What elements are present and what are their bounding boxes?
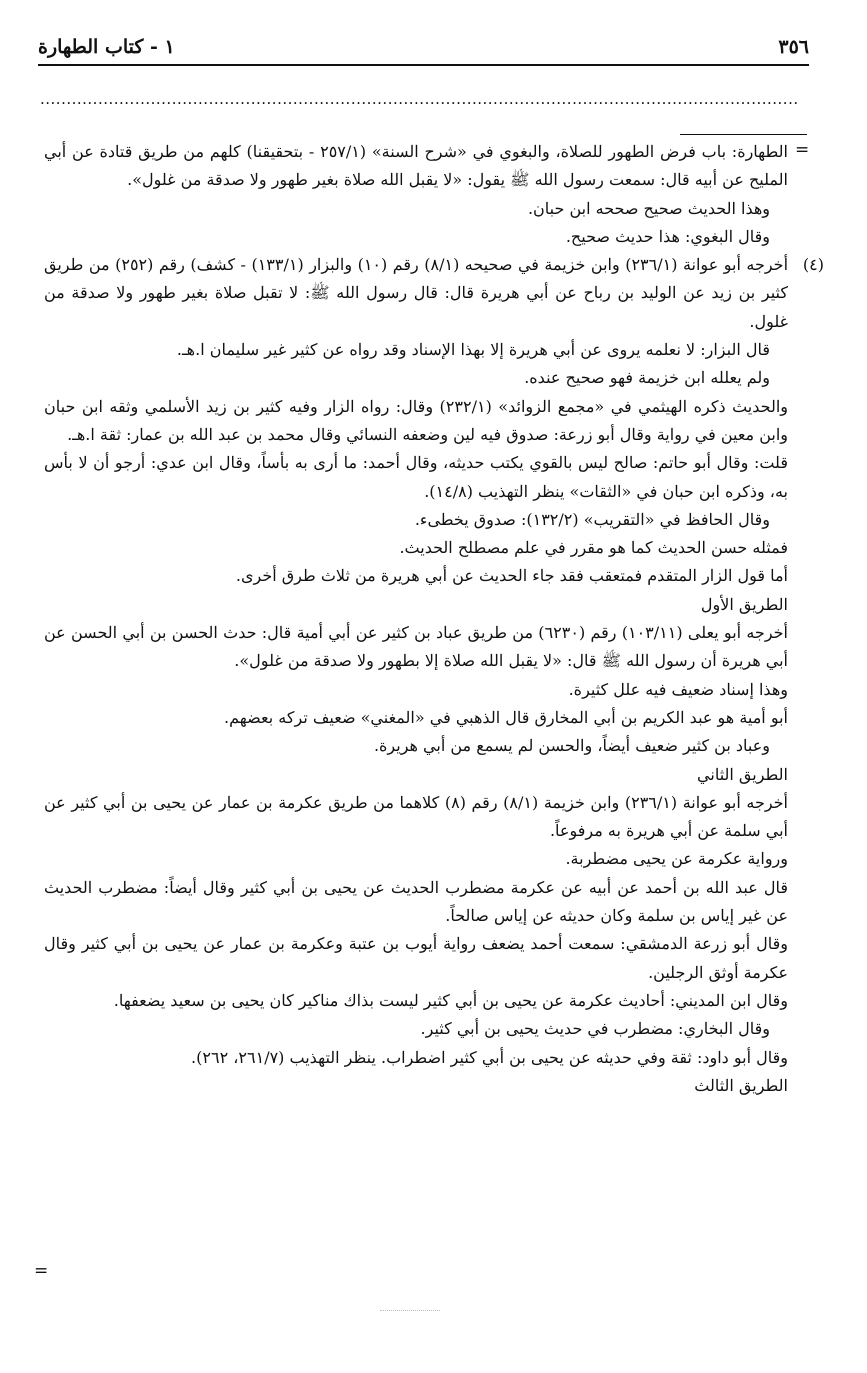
section-heading: الطريق الثاني <box>697 764 788 784</box>
faint-mark <box>380 1310 440 1311</box>
paragraph: ولم يعلله ابن خزيمة فهو صحيح عنده. <box>524 368 770 388</box>
paragraph: أخرجه أبو عوانة (٢٣٦/١) وابن خزيمة في صحيحه (٨/١) رقم (١٠) والبزار (١٣٣/١) - كشف) رقم (٢٥٢) من طريق كثير بن زيد عن الوليد بن رباح عن أبي هريرة قال: قال رسول الله ﷺ: لا تقبل صلاة بغير طهور ولا صدقة من غلول. <box>44 255 789 331</box>
paragraph: والحديث ذكره الهيثمي في «مجمع الزوائد» (٢٣٢/١) وقال: رواه الزار وفيه كثير بن زيد الأسلمي وثقه ابن حبان وابن معين في رواية وقال أبو زرعة: صدوق فيه لين وضعفه النسائي وقال محمد بن عبد الله بن عمار: ثقة ا.هـ. <box>44 396 789 444</box>
paragraph: قال عبد الله بن أحمد عن أبيه عن عكرمة مضطرب الحديث عن يحيى بن أبي كثير وقال أيضاً: مضطرب الحديث عن غير إياس بن سلمة وكان حديثه عن إياس صالحاً. <box>44 877 788 926</box>
paragraph: وعباد بن كثير ضعيف أيضاً، والحسن لم يسمع من أبي هريرة. <box>373 736 770 756</box>
paragraph: قلت: وقال أبو حاتم: صالح ليس بالقوي يكتب حديثه، وقال أحمد: ما أرى به بأساً، وقال ابن عدي: أرجو أن لا بأس به، وذكره ابن حبان في «الثقات» ينظر التهذيب (١٤/٨). <box>44 453 788 501</box>
paragraph: وقال البغوي: هذا حديث صحيح. <box>565 226 770 246</box>
footnote-body <box>44 138 824 1100</box>
paragraph: الطهارة: باب فرض الطهور للصلاة، والبغوي في «شرح السنة» (٢٥٧/١ - بتحقيقنا) كلهم من طريق قتادة عن أبي المليح عن أبيه قال: سمعت رسول الله ﷺ يقول: «لا يقبل الله صلاة بغير طهور ولا صدقة من غلول». <box>44 142 788 190</box>
paragraph: وقال أبو داود: ثقة وفي حديثه عن يحيى بن أبي كثير اضطراب. ينظر التهذيب (٢٦١/٧، ٢٦٢). <box>191 1047 788 1067</box>
section-heading: الطريق الثالث <box>694 1075 788 1095</box>
footnote-item-4 <box>44 251 824 336</box>
paragraph: أخرجه أبو يعلى (١٠٣/١١) رقم (٦٢٣٠) من طريق عباد بن كثير عن أبي أمية قال: حدث الحسن بن أبي الحسن عن أبي هريرة أن رسول الله ﷺ قال: «لا يقبل الله صلاة إلا بطهور ولا صدقة من غلول». <box>44 623 788 671</box>
paragraph: فمثله حسن الحديث كما هو مقرر في علم مصطلح الحديث. <box>399 538 788 558</box>
paragraph: أما قول الزار المتقدم فمتعقب فقد جاء الحديث عن أبي هريرة من ثلاث طرق أخرى. <box>235 566 788 586</box>
page-header <box>38 30 809 66</box>
continuation-mark-bottom: = <box>34 1261 49 1281</box>
paragraph: أبو أمية هو عبد الكريم بن أبي المخارق قال الذهبي في «المغني» ضعيف تركه بعضهم. <box>224 707 788 727</box>
dotted-separator: ................................................................................................................................................ <box>40 90 799 108</box>
footnote-rule <box>680 134 807 135</box>
paragraph: أخرجه أبو عوانة (٢٣٦/١) وابن خزيمة (٨/١) رقم (٨) كلاهما من طريق عكرمة بن عمار عن يحيى بن أبي كثير عن أبي سلمة عن أبي هريرة به مرفوعاً. <box>44 792 788 841</box>
footnote-number: (٤) <box>802 255 824 275</box>
paragraph: ورواية عكرمة عن يحيى مضطربة. <box>565 849 788 869</box>
page-number: ٣٥٦ <box>778 36 809 58</box>
paragraph: وقال ابن المديني: أحاديث عكرمة عن يحيى بن أبي كثير ليست بذاك مناكير كان يحيى بن سعيد يضعفها. <box>113 990 788 1010</box>
section-heading: الطريق الأول <box>700 594 788 614</box>
chapter-title: ١ - كتاب الطهارة <box>38 36 175 58</box>
paragraph: قال البزار: لا نعلمه يروى عن أبي هريرة إلا بهذا الإسناد وقد رواه عن كثير غير سليمان ا.هـ. <box>176 340 770 360</box>
paragraph: وقال الحافظ في «التقريب» (١٣٢/٢): صدوق يخطىء. <box>414 509 770 529</box>
continuation-mark-top: = <box>795 140 810 160</box>
paragraph: وقال البخاري: مضطرب في حديث يحيى بن أبي كثير. <box>420 1019 770 1039</box>
paragraph: وهذا إسناد ضعيف فيه علل كثيرة. <box>568 679 788 699</box>
paragraph: وهذا الحديث صحيح صححه ابن حبان. <box>527 198 770 218</box>
paragraph: وقال أبو زرعة الدمشقي: سمعت أحمد يضعف رواية أيوب بن عتبة وعكرمة بن عمار عن يحيى بن أبي كثير وقال عكرمة أوثق الرجلين. <box>44 934 788 982</box>
